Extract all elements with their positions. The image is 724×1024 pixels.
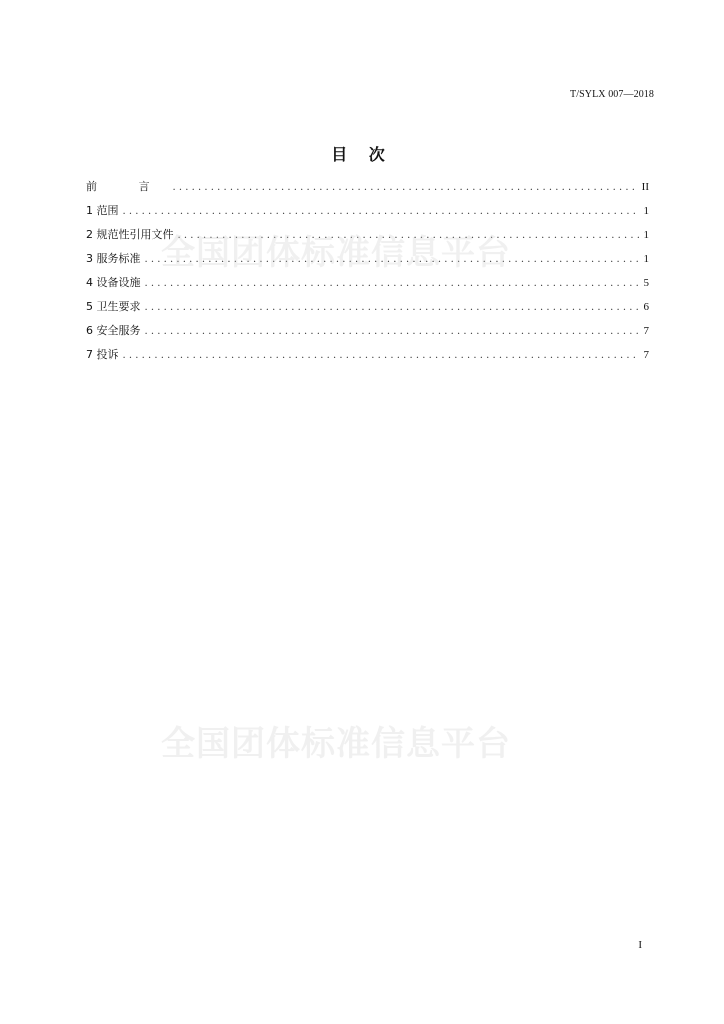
toc-leader-dots xyxy=(123,200,640,224)
table-of-contents xyxy=(86,175,649,367)
toc-entry-equipment-facilities[interactable] xyxy=(86,271,649,295)
toc-entry-page: 5 xyxy=(643,277,649,289)
toc-entry-label: 5 卫生要求 xyxy=(86,300,141,313)
toc-leader-dots xyxy=(145,272,640,296)
toc-entry-normative-references[interactable] xyxy=(86,223,649,247)
watermark-top: 全国团体标准信息平台 xyxy=(161,233,511,273)
toc-entry-page: 1 xyxy=(643,253,649,265)
toc-entry-page: 6 xyxy=(643,301,649,313)
toc-entry-label: 前 言 xyxy=(86,180,169,193)
toc-entry-safety-service[interactable] xyxy=(86,319,649,343)
page-number: I xyxy=(638,939,642,951)
toc-entry-label: 6 安全服务 xyxy=(86,324,141,337)
toc-entry-page: 1 xyxy=(643,205,649,217)
toc-leader-dots xyxy=(145,248,640,272)
toc-entry-complaints[interactable] xyxy=(86,343,649,367)
toc-entry-hygiene-requirements[interactable] xyxy=(86,295,649,319)
toc-leader-dots xyxy=(123,344,640,368)
toc-entry-page: 1 xyxy=(643,229,649,241)
toc-entry-label: 4 设备设施 xyxy=(86,276,141,289)
toc-entry-page: 7 xyxy=(643,349,649,361)
toc-entry-label: 7 投诉 xyxy=(86,348,119,361)
toc-leader-dots xyxy=(145,320,640,344)
toc-leader-dots xyxy=(145,296,640,320)
toc-entry-service-standards[interactable] xyxy=(86,247,649,271)
toc-entry-scope[interactable] xyxy=(86,199,649,223)
toc-entry-page: 7 xyxy=(643,325,649,337)
toc-entry-label: 1 范围 xyxy=(86,204,119,217)
toc-leader-dots xyxy=(173,176,638,200)
toc-leader-dots xyxy=(178,224,640,248)
watermark-bottom: 全国团体标准信息平台 xyxy=(161,724,511,764)
toc-entry-foreword[interactable] xyxy=(86,175,649,199)
document-code: T/SYLX 007—2018 xyxy=(570,89,654,100)
toc-entry-label: 3 服务标准 xyxy=(86,252,141,265)
page-title: 目 次 xyxy=(331,145,393,164)
toc-entry-page: II xyxy=(641,181,649,193)
toc-entry-label: 2 规范性引用文件 xyxy=(86,228,174,241)
